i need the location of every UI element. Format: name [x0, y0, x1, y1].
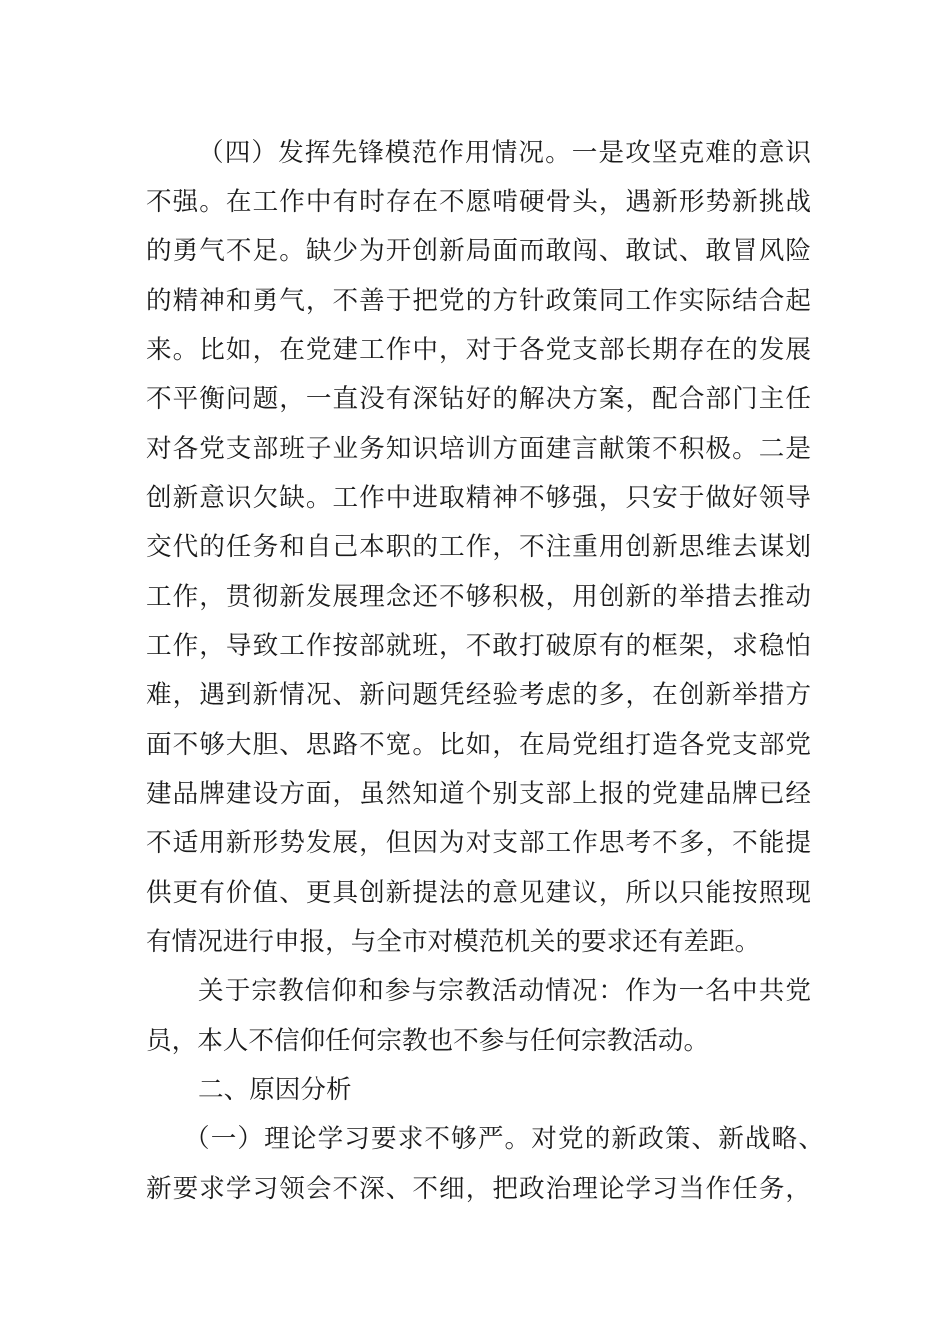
text-line: 员，本人不信仰任何宗教也不参与任何宗教活动。: [146, 1026, 710, 1056]
text-line: 关于宗教信仰和参与宗教活动情况：作为一名中共党: [198, 976, 811, 1006]
text-line: 创新意识欠缺。工作中进取精神不够强，只安于做好领导: [146, 483, 811, 513]
text-line: 难，遇到新情况、新问题凭经验考虑的多，在创新举措方: [146, 680, 811, 710]
text-line: 有情况进行申报，与全市对模范机关的要求还有差距。: [146, 927, 761, 957]
text-line: 的精神和勇气，不善于把党的方针政策同工作实际结合起: [146, 286, 811, 316]
text-line: 供更有价值、更具创新提法的意见建议，所以只能按照现: [146, 878, 811, 908]
text-line: 工作，导致工作按部就班，不敢打破原有的框架，求稳怕: [146, 631, 811, 661]
text-line: （四）发挥先锋模范作用情况。一是攻坚克难的意识: [198, 138, 811, 168]
text-line: 不强。在工作中有时存在不愿啃硬骨头，遇新形势新挑战: [146, 187, 811, 217]
text-line: 对各党支部班子业务知识培训方面建言献策不积极。二是: [146, 434, 811, 464]
text-line: （一）理论学习要求不够严。对党的新政策、新战略、: [184, 1124, 824, 1154]
text-line: 交代的任务和自己本职的工作，不注重用创新思维去谋划: [146, 532, 811, 562]
text-line: 工作，贯彻新发展理念还不够积极，用创新的举措去推动: [146, 582, 811, 612]
text-line: 的勇气不足。缺少为开创新局面而敢闯、敢试、敢冒风险: [146, 236, 811, 266]
text-line: 来。比如，在党建工作中，对于各党支部长期存在的发展: [146, 335, 811, 365]
section-heading-cause-analysis: 二、原因分析: [198, 1075, 352, 1105]
text-line: 建品牌建设方面，虽然知道个别支部上报的党建品牌已经: [146, 779, 811, 809]
text-line: 不适用新形势发展，但因为对支部工作思考不多，不能提: [146, 828, 811, 858]
text-line: 面不够大胆、思路不宽。比如，在局党组打造各党支部党: [146, 730, 811, 760]
text-line: 不平衡问题，一直没有深钻好的解决方案，配合部门主任: [146, 384, 811, 414]
text-line: 新要求学习领会不深、不细，把政治理论学习当作任务，: [146, 1174, 811, 1204]
